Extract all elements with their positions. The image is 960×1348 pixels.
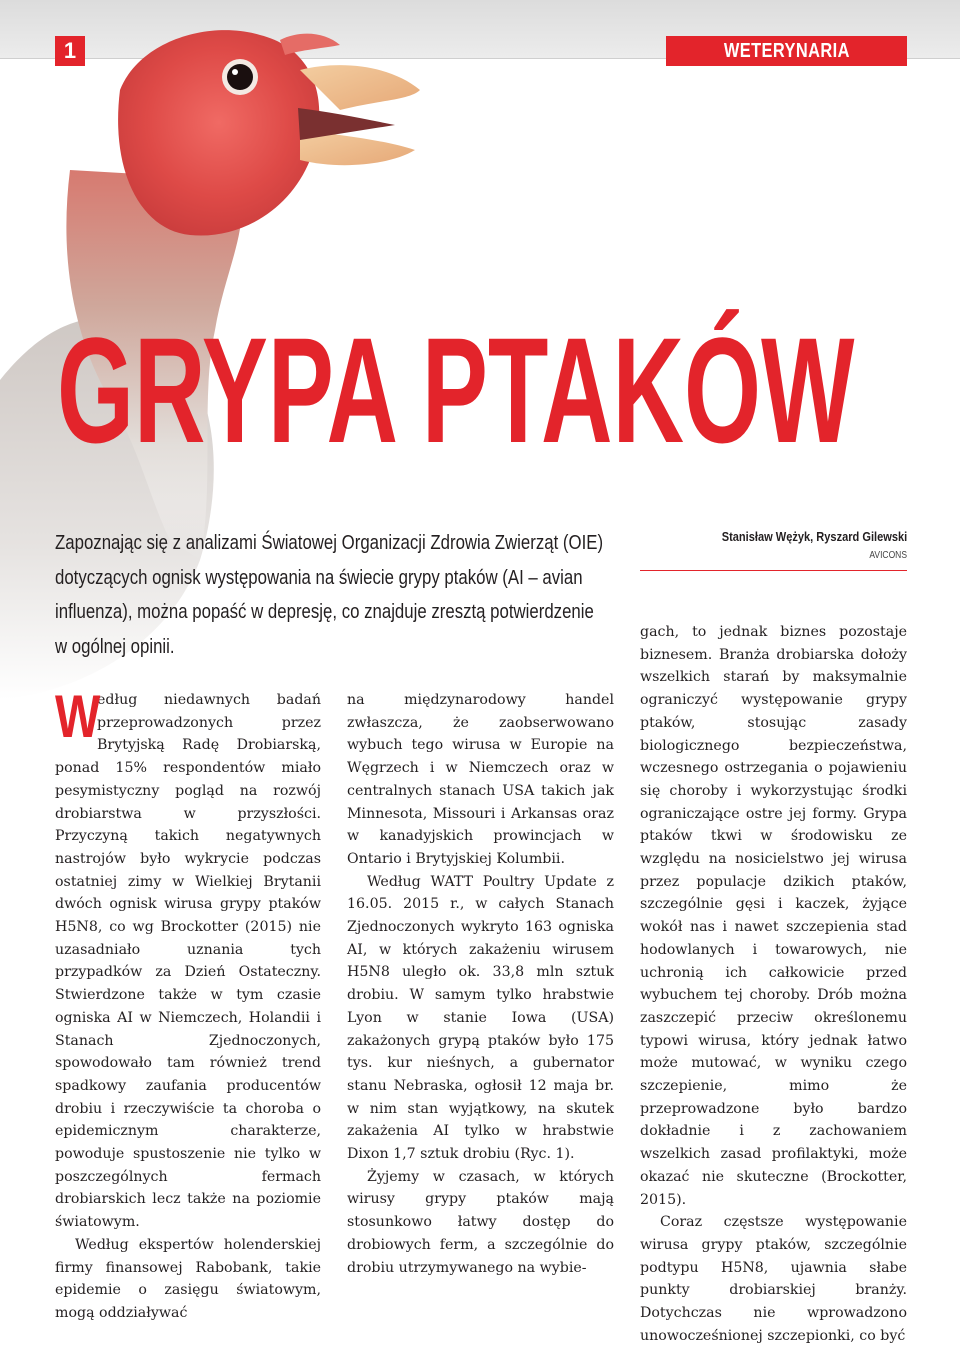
- byline: [640, 528, 907, 561]
- page-title: GRYPA PTAKÓW: [57, 306, 855, 474]
- paragraph-text: edług niedawnych badań przeprowadzonych przez Brytyjską Radę Drobiarską, ponad 15% respondentów miało pesymistyczny pogląd na rozwój drobiarstwa w przyszłości. Przyczyną takich negatywnych nastrojów było wykrycie podczas ostatniej zimy w Wielkiej Brytanii dwóch ognisk wirusa grypy ptaków H5N8, co wg Brockotter (2015) nie uzasadniało uznania tych przypadków za Dzień Ostateczny. Stwierdzone także w tym czasie ogniska AI w Niemczech, Holandii i Stanach Zjednoczonych, spowodowało tam również trend spadkowy zaufania producentów drobiu i rzeczywiście ta choroba o epidemicznym charakterze, powoduje spustoszenie nie tylko w poszczególnych fermach drobiarskich lecz także na poziomie światowym.: [55, 692, 321, 1231]
- page-number: 1: [55, 36, 85, 66]
- drop-cap: W: [55, 683, 101, 750]
- article-column-3: [640, 621, 907, 1348]
- paragraph: Żyjemy w czasach, w których wirusy grypy ptaków mają stosunkowo łatwy dostęp do drobiowych ferm, a szczególnie do drobiu utrzymywanego na wybie-: [347, 1168, 614, 1276]
- paragraph: gach, to jednak biznes pozostaje biznesem. Branża drobiarska dołoży wszelkich starań by maksymalnie ograniczyć występowanie grypy ptaków, stosując zasady biologicznego bezpieczeństwa, wczesnego ostrzegania o pojawieniu się choroby i wykorzystując środki ograniczające ostre jej formy. Grypa ptaków tkwi w środowisku ze względu na nosicielstwo jej wirusa przez populacje dzikich ptaków, szczególnie gęsi i kaczek, żyjące wokół nas i nawet szczepienia stad hodowlanych i towarowych, nie uchronią ich całkowicie przed wybuchem tej choroby. Drób można zaszczepić przeciw określonemu typowi wirusa, który jednak łatwo może mutować, w wyniku czego szczepienie, mimo że przeprowadzone było bardzo dokładnie i z zachowaniem wszelkich zasad profilaktyki, może okazać nie skuteczne (Brockotter, 2015).: [640, 624, 907, 1208]
- article-column-1: [55, 683, 321, 1325]
- paragraph: Coraz częstsze występowanie wirusa grypy ptaków, szczególnie podtypu H5N8, ujawnia słabe punkty drobiarskiej branży. Dotychczas nie wprowadzono unowocześnionej szczepionki, co być: [640, 1214, 907, 1344]
- lead-line: w ogólnej opinii.: [55, 635, 175, 658]
- article-column-2: [347, 689, 614, 1279]
- section-label-text: WETERYNARIA: [723, 40, 850, 62]
- section-label: [666, 36, 907, 66]
- byline-divider: [640, 570, 907, 571]
- paragraph: [55, 683, 321, 1234]
- paragraph: Według ekspertów holenderskiej firmy finansowej Rabobank, takie epidemie o zasięgu światowym, mogą oddziaływać: [55, 1236, 321, 1321]
- lead-line: influenza), można popaść w depresję, co znajduje zresztą potwierdzenie: [55, 601, 594, 623]
- lead-line: dotyczących ognisk występowania na świecie grypy ptaków (AI – avian: [55, 566, 583, 589]
- lead-paragraph: [55, 526, 615, 664]
- author-names: Stanisław Wężyk, Ryszard Gilewski: [721, 529, 907, 544]
- author-organization: AVICONS: [869, 550, 907, 561]
- paragraph: na międzynarodowy handel zwłaszcza, że zaobserwowano wybuch tego wirusa w Europie na Węgrzech i w Niemczech oraz w centralnych stanach USA takich jak Minnesota, Missouri i Arkansas oraz w kanadyjskich prowincjach w Ontario i Brytyjskiej Kolumbii.: [347, 692, 614, 867]
- lead-line: Zapoznając się z analizami Światowej Organizacji Zdrowia Zwierząt (OIE): [55, 532, 604, 554]
- paragraph: Według WATT Poultry Update z 16.05. 2015 r., w całych Stanach Zjednoczonych wykryto 163 ogniska AI, w których zakażeniu wirusem H5N8 uległo ok. 33,8 mln sztuk drobiu. W samym tylko hrabstwie Lyon w stanie Iowa (USA) zakażonych grypą ptaków było 175 tys. kur nieśnych, a gubernator stanu Nebraska, ogłosił 12 maja br. w nim stan wyjątkowy, na skutek zakażenia AI tylko w hrabstwie Dixon 1,7 sztuk drobiu (Ryc. 1).: [347, 873, 614, 1163]
